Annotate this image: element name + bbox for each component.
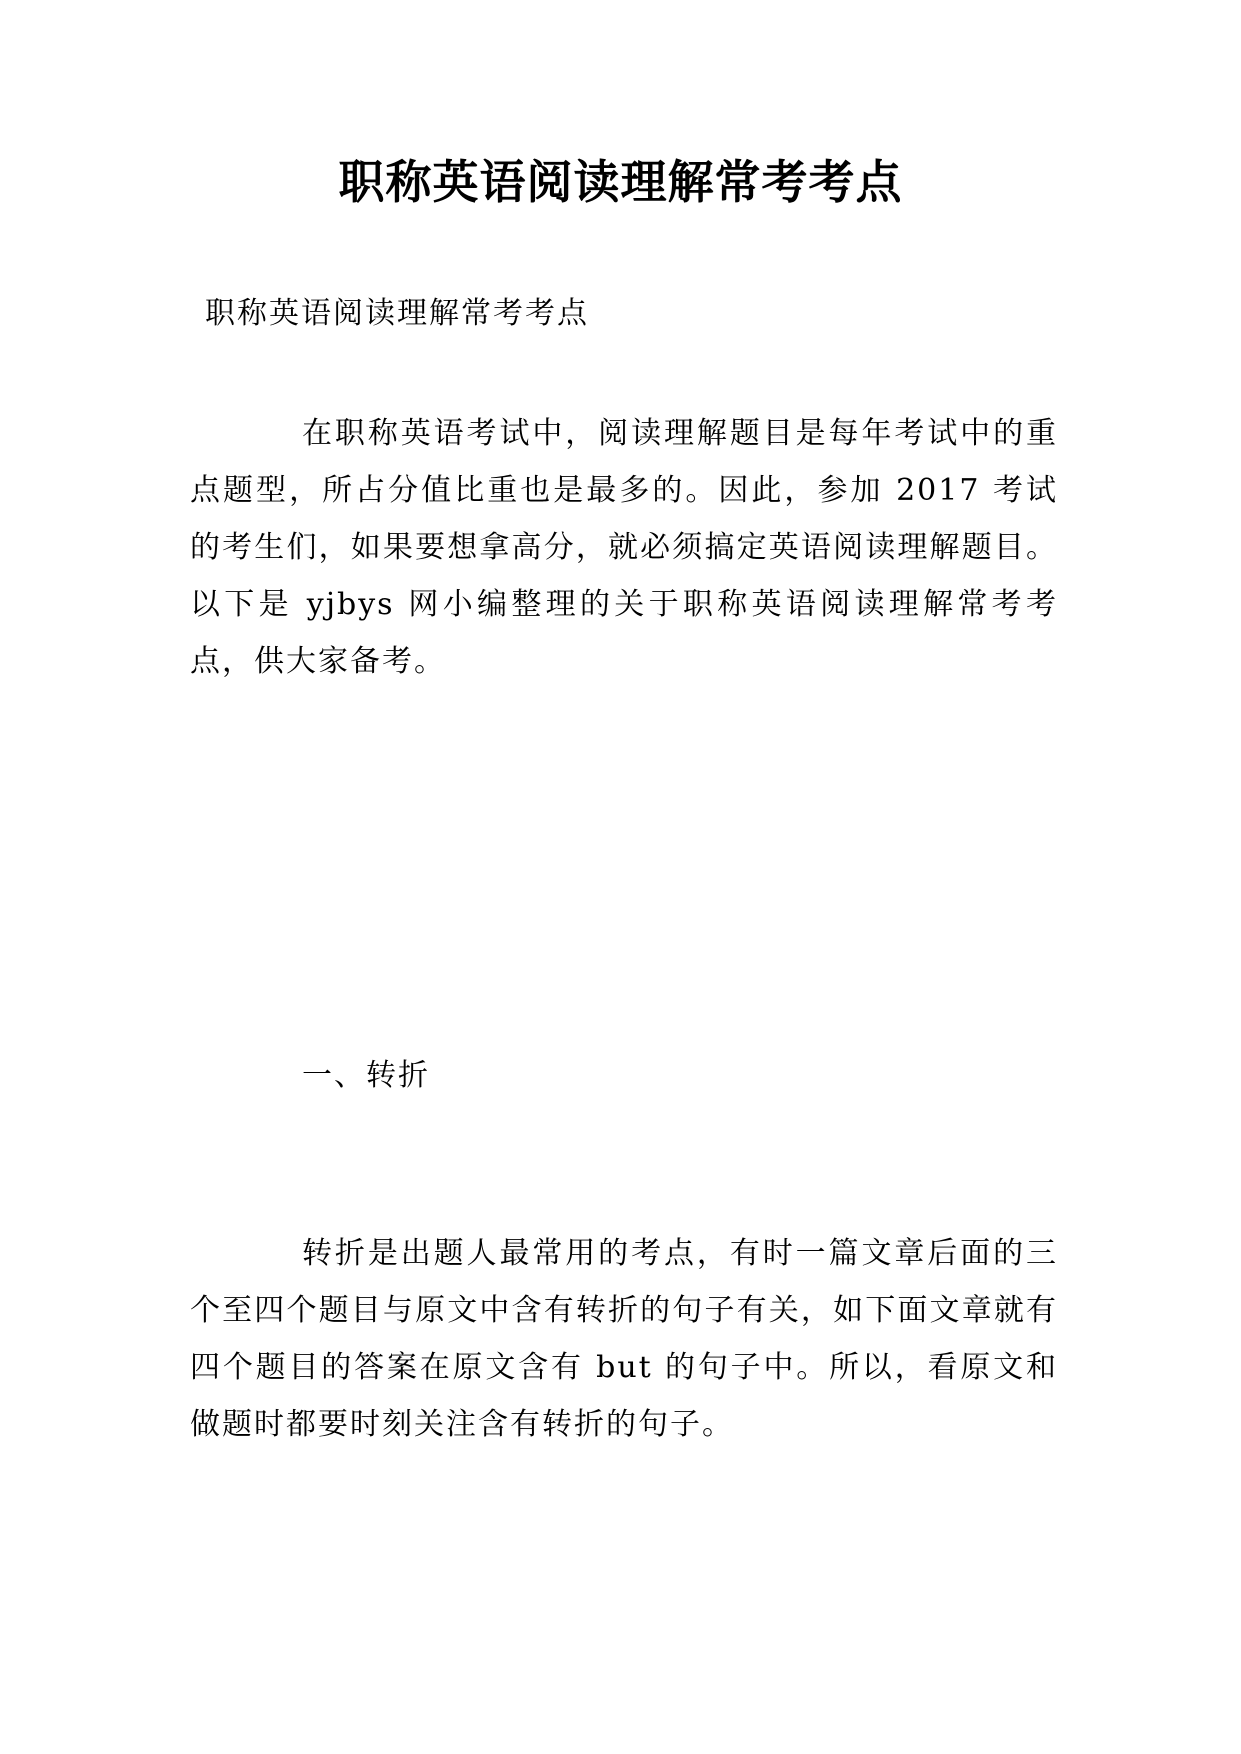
- document-title: 职称英语阅读理解常考考点: [338, 155, 903, 209]
- intro-paragraph: 在职称英语考试中，阅读理解题目是每年考试中的重点题型，所占分值比重也是最多的。因此，参加 2017 考试的考生们，如果要想拿高分，就必须搞定英语阅读理解题目。以下是 yjbys 网小编整理的关于职称英语阅读理解常考考点，供大家备考。: [190, 416, 1058, 679]
- document-subtitle: 职称英语阅读理解常考考点: [205, 296, 589, 331]
- section-heading: 一、转折: [302, 1058, 430, 1093]
- section-paragraph: 转折是出题人最常用的考点，有时一篇文章后面的三个至四个题目与原文中含有转折的句子有关，如下面文章就有四个题目的答案在原文含有 but 的句子中。所以，看原文和做题时都要时刻关注含有转折的句子。: [190, 1236, 1058, 1442]
